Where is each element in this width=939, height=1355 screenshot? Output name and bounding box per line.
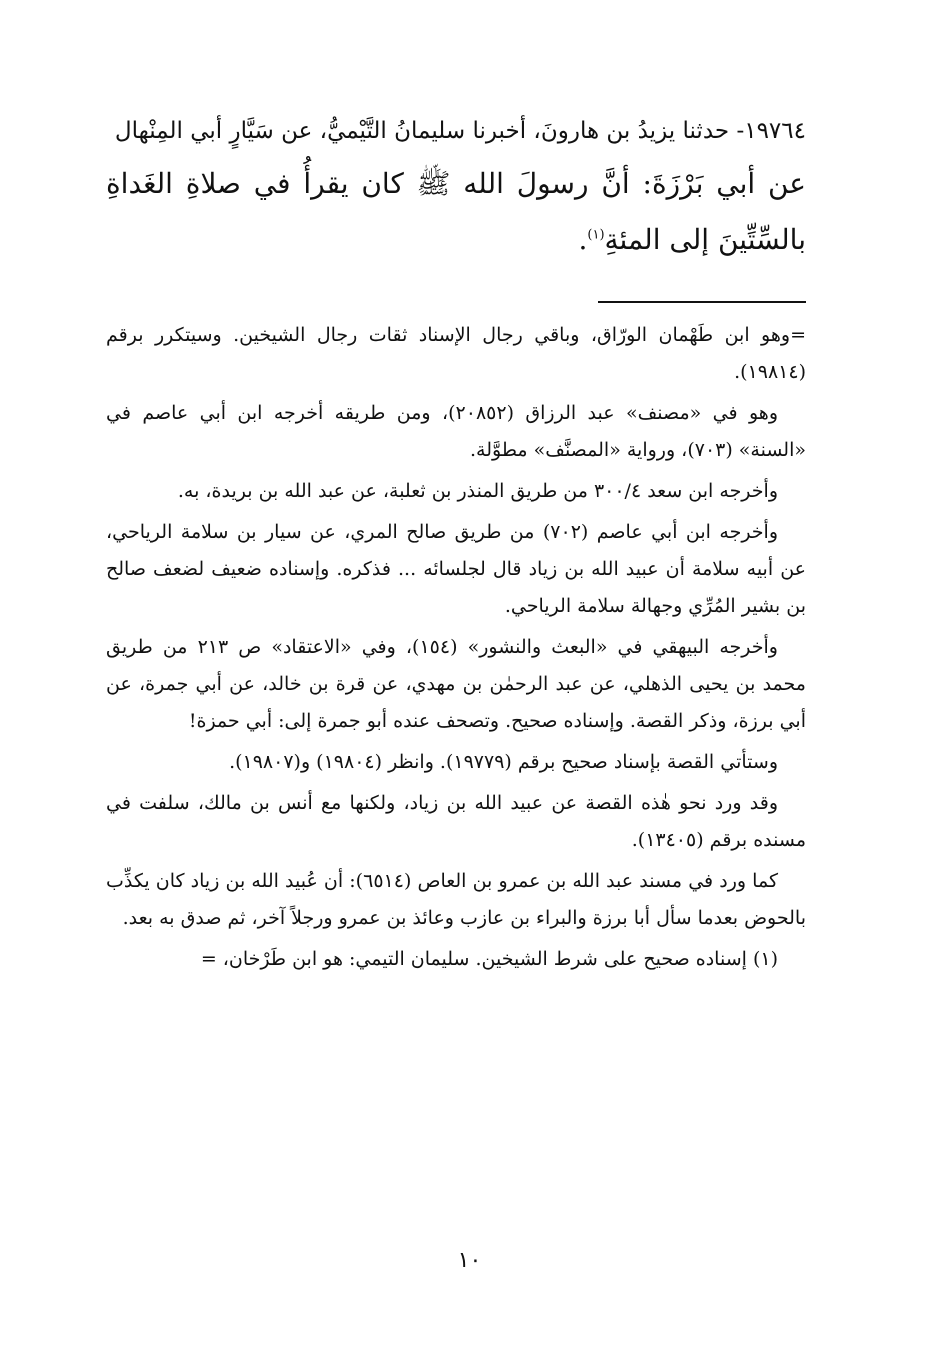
hadith-header: ١٩٧٦٤- حدثنا يزيدُ بن هارونَ، أخبرنا سليمانُ التَّيْميُّ، عن سَيَّارٍ أبي المِنْهال xyxy=(114,118,806,144)
footnote-reference[interactable]: (١) xyxy=(587,227,605,243)
hadith-text: عن أبي بَرْزَةَ: أنَّ رسولَ الله ﷺ كان يقرأُ في صلاةِ الغَداةِ بالسِّتِّينَ إلى المئةِ$^{(١)}$. xyxy=(106,167,806,256)
footnote-paragraph: وأخرجه البيهقي في «البعث والنشور» (١٥٤)، وفي «الاعتقاد» ص ٢١٣ من طريق محمد بن يحيى الذهلي، عن عبد الرحمٰن بن مهدي، عن قرة بن خالد، عن أبي جمرة، عن أبي برزة، وذكر القصة. وإسناده صحيح. وتصحف عنده أبو جمرة إلى: أبي حمزة! xyxy=(106,636,806,732)
footnote-continuation: =وهو ابن طَهْمان الورّاق، وباقي رجال الإسناد ثقات رجال الشيخين. وسيتكرر برقم (١٩٨١٤). xyxy=(106,324,806,383)
footnote-divider xyxy=(598,301,806,303)
footnote-paragraph: وقد ورد نحو هٰذه القصة عن عبيد الله بن زياد، ولكنها مع أنس بن مالك، سلفت في مسنده برقم (١٣٤٠٥). xyxy=(106,792,806,851)
hadith-text-content: عن أبي بَرْزَةَ: أنَّ رسولَ الله ﷺ كان يقرأُ في صلاةِ الغَداةِ بالسِّتِّينَ إلى المئةِ xyxy=(106,167,806,256)
footnote-1: (١) إسناده صحيح على شرط الشيخين. سليمان التيمي: هو ابن طَرْخان، = xyxy=(200,948,778,970)
footnote-paragraph: وهو في «مصنف» عبد الرزاق (٢٠٨٥٢)، ومن طريقه أخرجه ابن أبي عاصم في «السنة» (٧٠٣)، ورواية «المصنَّف» مطوَّلة. xyxy=(106,402,806,461)
footnote-paragraph: وأخرجه ابن سعد ٣٠٠/٤ من طريق المنذر بن ثعلبة، عن عبد الله بن بريدة، به. xyxy=(177,480,778,502)
footnote-paragraph: وأخرجه ابن أبي عاصم (٧٠٢) من طريق صالح المري، عن سيار بن سلامة الرياحي، عن أبيه سلامة أن عبيد الله بن زياد قال لجلسائه ... فذكره. وإسناده ضعيف لضعف صالح بن بشير المُرِّي وجهالة سلامة الرياحي. xyxy=(106,521,806,617)
footnote-paragraph: كما ورد في مسند عبد الله بن عمرو بن العاص (٦٥١٤): أن عُبيد الله بن زياد كان يكذِّب بالحوض بعدما سأل أبا برزة والبراء بن عازب وعائذ بن عمرو ورجلاً آخر، ثم صدق به بعد. xyxy=(106,870,806,929)
page-number: ١٠ xyxy=(457,1248,482,1273)
document-page xyxy=(106,110,806,1310)
footnotes-section xyxy=(106,317,806,978)
footnote-paragraph: وستأتي القصة بإسناد صحيح برقم (١٩٧٧٩). وانظر (١٩٨٠٤) و(١٩٨٠٧). xyxy=(229,751,778,773)
